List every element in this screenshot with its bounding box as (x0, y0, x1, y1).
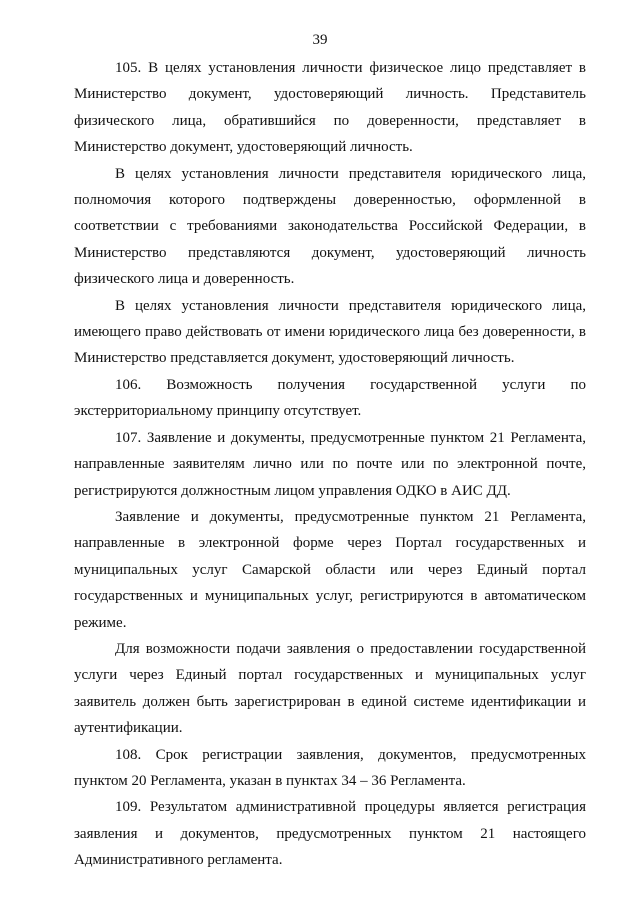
paragraph (74, 372, 586, 425)
text-line: физического лица и доверенность. (74, 271, 295, 288)
text-line: направленные в электронной форме через Портал государственных и (74, 535, 586, 552)
paragraph (74, 55, 586, 161)
text-line: экстерриториальному принципу отсутствует. (74, 403, 362, 420)
text-line: Заявление и документы, предусмотренные пунктом 21 Регламента, (115, 508, 586, 525)
text-line: Административного регламента. (74, 852, 283, 869)
text-line: 107. Заявление и документы, предусмотренные пунктом 21 Регламента, (115, 429, 586, 446)
text-line: имеющего право действовать от имени юридического лица без доверенности, в (74, 324, 586, 341)
text-line: физического лица, обратившийся по доверенности, представляет в (74, 112, 586, 129)
text-line: 105. В целях установления личности физическое лицо представляет в (115, 60, 586, 76)
text-line: В целях установления личности представителя юридического лица, (115, 297, 586, 314)
text-line: 109. Результатом административной процедуры является регистрация (115, 799, 586, 816)
paragraph (74, 293, 586, 372)
text-line: Министерство представляются документ, удостоверяющий личность (74, 244, 586, 261)
paragraph (74, 742, 586, 795)
paragraph (74, 794, 586, 873)
text-line: В целях установления личности представителя юридического лица, (115, 165, 586, 182)
text-line: направленные заявителям лично или по почте или по электронной почте, (74, 456, 586, 473)
document-body (74, 55, 586, 874)
paragraph (74, 636, 586, 742)
text-line: заявления и документов, предусмотренных пунктом 21 настоящего (74, 825, 586, 842)
text-line: Министерство документ, удостоверяющий личность. Представитель (74, 86, 586, 103)
text-line: муниципальных услуг Самарской области или через Единый портал (74, 561, 586, 578)
paragraph (74, 504, 586, 636)
text-line: услуги через Единый портал государственных и муниципальных услуг (74, 667, 586, 684)
text-line: государственных и муниципальных услуг, регистрируются в автоматическом (74, 588, 586, 605)
paragraph (74, 161, 586, 293)
text-line: полномочия которого подтверждены доверенностью, оформленной в (74, 192, 586, 209)
text-line: режиме. (74, 614, 127, 631)
text-line: Министерство документ, удостоверяющий личность. (74, 139, 413, 156)
paragraph (74, 425, 586, 504)
text-line: Министерство представляется документ, удостоверяющий личность. (74, 350, 515, 367)
text-line: 108. Срок регистрации заявления, документов, предусмотренных (115, 746, 586, 763)
text-line: регистрируются должностным лицом управления ОДКО в АИС ДД. (74, 482, 511, 499)
text-line: аутентификации. (74, 720, 183, 737)
text-line: 106. Возможность получения государственной услуги по (115, 376, 586, 393)
page-number: 39 (312, 32, 328, 48)
text-line: заявитель должен быть зарегистрирован в единой системе идентификации и (74, 693, 586, 710)
text-line: соответствии с требованиями законодательства Российской Федерации, в (74, 218, 586, 235)
text-line: Для возможности подачи заявления о предоставлении государственной (115, 640, 586, 657)
text-line: пунктом 20 Регламента, указан в пунктах 34 – 36 Регламента. (74, 772, 466, 789)
